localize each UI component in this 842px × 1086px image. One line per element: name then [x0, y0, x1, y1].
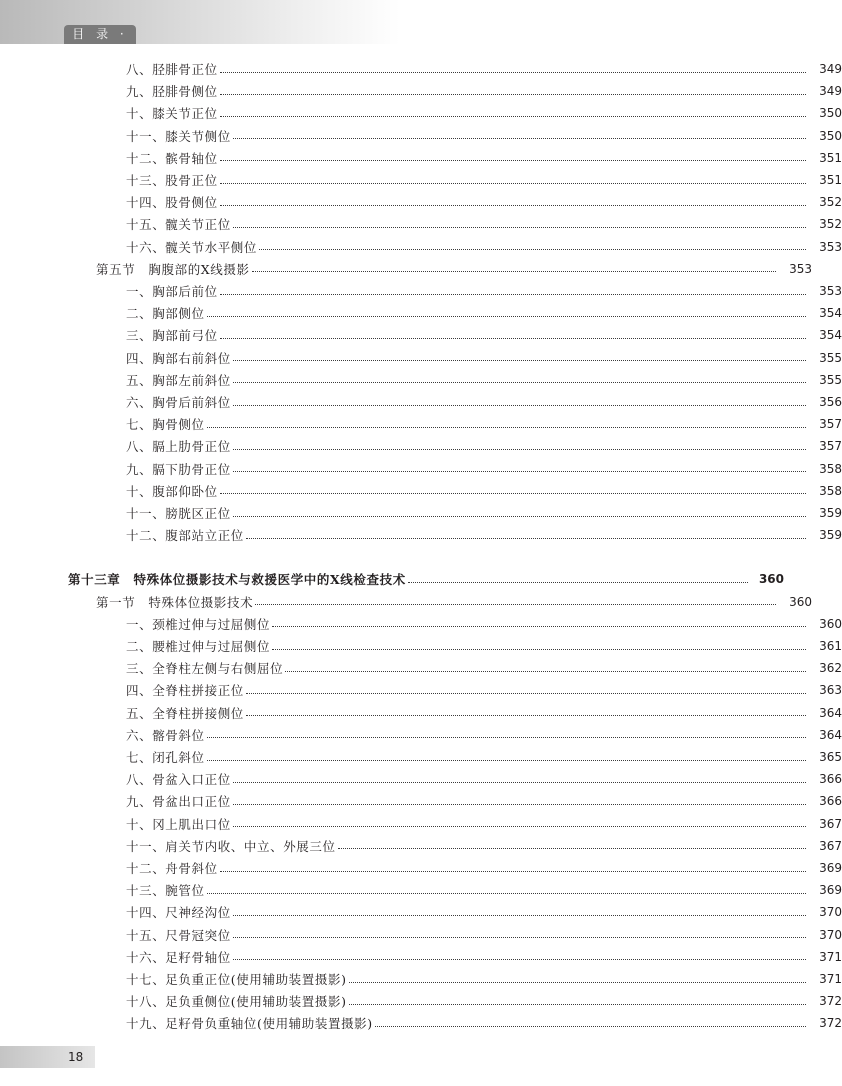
toc-entry-title: 三、全脊柱左侧与右侧屈位	[126, 661, 284, 677]
toc-entry-page: 356	[819, 395, 842, 409]
dot-leader	[246, 693, 806, 694]
dot-leader	[233, 382, 806, 383]
header-band	[0, 0, 400, 44]
toc-entry-title: 十七、足负重正位(使用辅助装置摄影)	[126, 972, 347, 987]
dot-leader	[233, 782, 806, 783]
dot-leader	[220, 294, 806, 295]
dot-leader	[207, 760, 806, 761]
toc-entry-page: 349	[819, 62, 842, 76]
toc-entry-title: 第一节 特殊体位摄影技术	[96, 594, 254, 610]
toc-entry-title: 一、颈椎过伸与过屈侧位	[126, 616, 271, 632]
toc-entry-page: 351	[819, 150, 842, 165]
toc-entry[interactable]	[0, 835, 842, 857]
toc-entry-title: 十、腹部仰卧位	[126, 483, 218, 499]
toc-entry[interactable]	[0, 347, 842, 369]
toc-entry-title: 八、胫腓骨正位	[126, 62, 218, 77]
toc-entry-page: 366	[819, 772, 842, 787]
dot-leader	[233, 138, 806, 139]
toc-entry[interactable]	[0, 236, 842, 258]
dot-leader	[272, 649, 806, 650]
toc-entry-title: 七、闭孔斜位	[126, 750, 205, 765]
dot-leader	[259, 249, 806, 250]
dot-leader	[255, 604, 776, 605]
toc-entry-title: 十三、腕管位	[126, 883, 205, 899]
toc-entry-title: 九、骨盆出口正位	[126, 794, 231, 810]
dot-leader	[207, 737, 806, 738]
toc-entry[interactable]	[0, 990, 842, 1012]
dot-leader	[233, 227, 806, 228]
dot-leader	[349, 982, 806, 983]
dot-leader	[220, 338, 806, 339]
toc-section-heading[interactable]	[0, 258, 812, 280]
toc-entry-page: 366	[819, 794, 842, 809]
dot-leader	[272, 626, 806, 627]
toc-entry-page: 357	[819, 417, 842, 432]
toc-entry[interactable]	[0, 702, 842, 724]
toc-entry[interactable]	[0, 413, 842, 435]
toc-entry-page: 357	[819, 439, 842, 454]
toc-entry-page: 353	[819, 284, 842, 298]
dot-leader	[220, 160, 806, 161]
toc-entry-title: 十八、足负重侧位(使用辅助装置摄影)	[126, 994, 347, 1010]
toc-entry-page: 353	[819, 239, 842, 254]
toc-entry-title: 八、膈上肋骨正位	[126, 439, 231, 455]
dot-leader	[233, 804, 806, 805]
dot-leader	[233, 449, 806, 450]
toc-entry-page: 371	[819, 949, 842, 964]
toc-entry[interactable]	[0, 213, 842, 235]
toc-entry-title: 十九、足籽骨负重轴位(使用辅助装置摄影)	[126, 1016, 373, 1032]
toc-entry-page: 354	[819, 328, 842, 343]
dot-leader	[349, 1004, 806, 1005]
toc-entry[interactable]	[0, 857, 842, 879]
toc-entry[interactable]	[0, 169, 842, 191]
toc-entry-page: 371	[819, 972, 842, 986]
toc-entry[interactable]	[0, 280, 842, 302]
toc-entry[interactable]	[0, 968, 842, 990]
dot-leader	[246, 715, 806, 716]
toc-entry[interactable]	[0, 302, 842, 324]
dot-leader	[246, 538, 806, 539]
toc-entry-title: 十五、髋关节正位	[126, 217, 231, 233]
toc-entry-title: 六、髂骨斜位	[126, 727, 205, 743]
dot-leader	[233, 516, 806, 517]
toc-entry[interactable]	[0, 458, 842, 480]
toc-entry-page: 372	[819, 1016, 842, 1031]
toc-entry-page: 360	[758, 572, 784, 587]
toc-entry-page: 358	[819, 483, 842, 498]
toc-entry[interactable]	[0, 502, 842, 524]
toc-entry-title: 五、全脊柱拼接侧位	[126, 705, 244, 721]
page-number: 18	[68, 1050, 84, 1064]
dot-leader	[207, 316, 806, 317]
toc-entry-page: 369	[819, 883, 842, 898]
toc-entry-title: 十二、髌骨轴位	[126, 150, 218, 166]
toc-entry-page: 367	[819, 838, 842, 853]
toc-entry-title: 十六、足籽骨轴位	[126, 949, 231, 965]
toc-entry-title: 十一、膝关节侧位	[126, 128, 231, 144]
dot-leader	[233, 937, 806, 938]
toc-entry-page: 364	[819, 727, 842, 742]
dot-leader	[375, 1026, 806, 1027]
toc-entry-title: 十五、尺骨冠突位	[126, 927, 231, 943]
toc-entry-page: 361	[819, 639, 842, 653]
toc-entry-title: 十四、尺神经沟位	[126, 905, 231, 921]
toc-section-heading[interactable]	[0, 591, 812, 613]
toc-entry-title: 十、膝关节正位	[126, 106, 218, 122]
toc-entry-title: 八、骨盆入口正位	[126, 772, 231, 788]
toc-entry[interactable]	[0, 924, 842, 946]
toc-entry-title: 二、腰椎过伸与过屈侧位	[126, 639, 271, 654]
toc-entry-title: 十二、腹部站立正位	[126, 528, 244, 544]
toc-entry[interactable]	[0, 679, 842, 701]
dot-leader	[220, 493, 806, 494]
dot-leader	[233, 915, 806, 916]
dot-leader	[252, 271, 776, 272]
toc-entry[interactable]	[0, 1012, 842, 1034]
toc-entry[interactable]	[0, 524, 842, 546]
toc-entry-page: 362	[819, 661, 842, 676]
toc-entry-page: 349	[819, 84, 842, 99]
dot-leader	[233, 959, 806, 960]
toc-entry-page: 352	[819, 195, 842, 210]
toc-entry-page: 365	[819, 750, 842, 764]
dot-leader	[207, 893, 806, 894]
toc-chapter-heading[interactable]	[0, 568, 784, 590]
toc-entry-title: 三、胸部前弓位	[126, 328, 218, 344]
toc-entry-title: 十二、舟骨斜位	[126, 861, 218, 876]
toc-entry-page: 353	[789, 261, 812, 276]
toc-entry[interactable]	[0, 724, 842, 746]
dot-leader	[220, 183, 806, 184]
toc-entry[interactable]	[0, 147, 842, 169]
toc-entry[interactable]	[0, 768, 842, 790]
dot-leader	[408, 582, 748, 583]
toc-entry-page: 364	[819, 705, 842, 720]
toc-entry-title: 五、胸部左前斜位	[126, 372, 231, 388]
toc-entry-page: 355	[819, 350, 842, 365]
toc-entry-title: 十三、股骨正位	[126, 173, 218, 188]
toc-entry[interactable]	[0, 746, 842, 768]
dot-leader	[220, 94, 806, 95]
dot-leader	[220, 116, 806, 117]
dot-leader	[233, 360, 806, 361]
toc-entry[interactable]	[0, 435, 842, 457]
dot-leader	[285, 671, 806, 672]
toc-entry-title: 十六、髋关节水平侧位	[126, 239, 258, 255]
toc-entry-page: 372	[819, 994, 842, 1009]
toc-entry-page: 370	[819, 905, 842, 920]
toc-entry[interactable]	[0, 946, 842, 968]
toc-entry-title: 七、胸骨侧位	[126, 417, 205, 433]
toc-entry[interactable]	[0, 901, 842, 923]
toc-entry-title: 十一、肩关节内收、中立、外展三位	[126, 838, 336, 854]
toc-entry-title: 六、胸骨后前斜位	[126, 395, 231, 410]
toc-entry-title: 四、全脊柱拼接正位	[126, 683, 244, 699]
dot-leader	[220, 205, 806, 206]
toc-entry-page: 360	[819, 616, 842, 631]
toc-entry[interactable]	[0, 102, 842, 124]
toc-entry[interactable]	[0, 58, 842, 80]
dot-leader	[233, 471, 806, 472]
toc-entry[interactable]	[0, 369, 842, 391]
toc-entry-title: 第十三章 特殊体位摄影技术与救援医学中的X线检查技术	[68, 572, 406, 588]
toc-entry[interactable]	[0, 790, 842, 812]
toc-entry[interactable]	[0, 813, 842, 835]
toc-entry[interactable]	[0, 657, 842, 679]
toc-entry-page: 359	[819, 528, 842, 543]
toc-entry-page: 350	[819, 106, 842, 121]
toc-entry[interactable]	[0, 635, 842, 657]
toc-entry-page: 367	[819, 816, 842, 831]
toc-entry-title: 二、胸部侧位	[126, 306, 205, 322]
toc-entry-title: 四、胸部右前斜位	[126, 350, 231, 366]
toc-entry[interactable]	[0, 391, 842, 413]
toc-entry-page: 358	[819, 461, 842, 476]
toc-entry[interactable]	[0, 80, 842, 102]
dot-leader	[207, 427, 806, 428]
toc-entry-title: 九、胫腓骨侧位	[126, 84, 218, 100]
toc-entry-page: 370	[819, 927, 842, 942]
toc-entry-title: 九、膈下肋骨正位	[126, 461, 231, 477]
toc-entry-page: 369	[819, 861, 842, 875]
toc-entry-title: 第五节 胸腹部的X线摄影	[96, 261, 250, 277]
dot-leader	[233, 826, 806, 827]
toc-entry[interactable]	[0, 191, 842, 213]
toc-entry-page: 354	[819, 306, 842, 321]
toc-entry-page: 359	[819, 506, 842, 520]
toc-entry-title: 十一、膀胱区正位	[126, 506, 231, 521]
dot-leader	[338, 848, 806, 849]
toc-entry-page: 360	[789, 594, 812, 609]
dot-leader	[233, 405, 806, 406]
toc-entry-title: 一、胸部后前位	[126, 284, 218, 299]
dot-leader	[220, 72, 806, 73]
toc-entry[interactable]	[0, 480, 842, 502]
toc-entry-title: 十四、股骨侧位	[126, 195, 218, 211]
section-tab: 目 录 ·	[64, 25, 136, 44]
toc-entry[interactable]	[0, 125, 842, 147]
toc-entry-page: 352	[819, 217, 842, 232]
toc-entry-title: 十、冈上肌出口位	[126, 816, 231, 832]
toc-entry-page: 350	[819, 128, 842, 143]
toc-entry[interactable]	[0, 324, 842, 346]
toc-entry[interactable]	[0, 879, 842, 901]
toc-entry-page: 363	[819, 683, 842, 698]
toc-entry-page: 351	[819, 173, 842, 187]
toc-entry-page: 355	[819, 372, 842, 387]
toc-entry[interactable]	[0, 613, 842, 635]
dot-leader	[220, 871, 806, 872]
